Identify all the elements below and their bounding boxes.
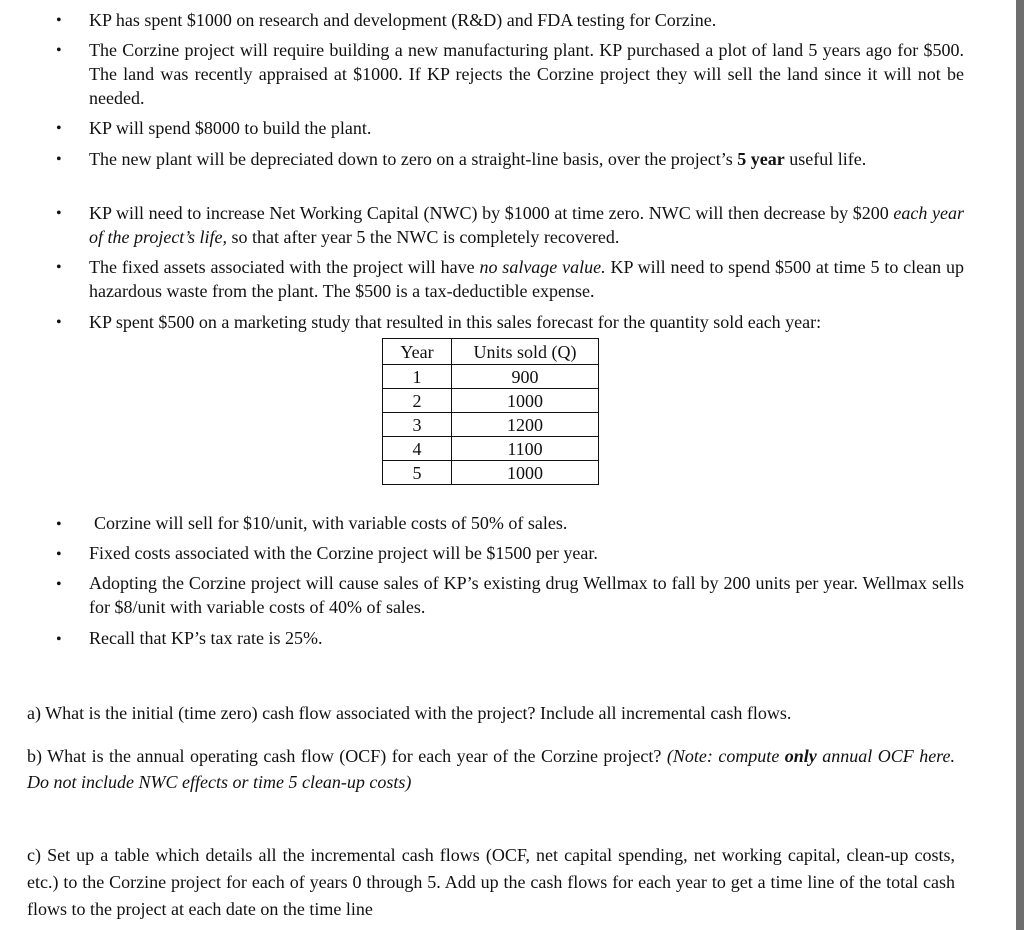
bullet-depreciation (89, 147, 964, 171)
units-cell: 900 (452, 365, 599, 389)
depreciation-bold: 5 year (737, 149, 785, 169)
bullet-plant-cost: KP will spend $8000 to build the plant. (89, 118, 372, 138)
question-a: a) What is the initial (time zero) cash flow associated with the project? Include all incremental cash flows. (27, 703, 792, 723)
header-units-sold: Units sold (Q) (452, 339, 599, 365)
table-row (383, 365, 599, 389)
units-cell: 1000 (452, 461, 599, 485)
bullet-marker: • (56, 42, 62, 59)
year-cell: 1 (383, 365, 452, 389)
question-b-text: b) What is the annual operating cash flow (OCF) for each year of the Corzine project? (27, 746, 667, 766)
sales-forecast-table (382, 338, 599, 485)
salvage-text-1: The fixed assets associated with the project will have (89, 257, 480, 277)
bullet-marker: • (56, 120, 62, 137)
bullet-land-plot: The Corzine project will require building a new manufacturing plant. KP purchased a plot of land 5 years ago for $500. The land was recently appraised at $1000. If KP rejects the Corzine project they will sell the land since it will not be needed. (89, 40, 964, 108)
bullet-marker: • (56, 259, 62, 276)
bullet-price: Corzine will sell for $10/unit, with variable costs of 50% of sales. (94, 513, 568, 533)
bullet-marker: • (56, 576, 62, 593)
nwc-italic: each year of the project’s life, (89, 203, 964, 247)
salvage-text-2: KP will need to spend $500 at time 5 to clean up hazardous waste from the plant. The $500 is a tax-deductible expense. (89, 257, 964, 301)
nwc-text-2: so that after year 5 the NWC is completely recovered. (226, 227, 620, 247)
bullet-marker: • (56, 516, 62, 533)
header-year: Year (383, 339, 452, 365)
table-header-row (383, 339, 599, 365)
bullet-marker: • (56, 12, 62, 29)
scrollbar-track[interactable] (1016, 0, 1024, 930)
year-cell: 4 (383, 437, 452, 461)
bullet-rd-spending: KP has spent $1000 on research and development (R&D) and FDA testing for Corzine. (89, 10, 717, 30)
table-row (383, 437, 599, 461)
units-cell: 1200 (452, 413, 599, 437)
bullet-salvage (89, 255, 964, 303)
table-row (383, 413, 599, 437)
bullet-marker: • (56, 631, 62, 648)
question-b-only: only (784, 746, 817, 766)
nwc-text-1: KP will need to increase Net Working Capital (NWC) by $1000 at time zero. NWC will then decrease by $200 (89, 203, 894, 223)
bullet-wellmax: Adopting the Corzine project will cause sales of KP’s existing drug Wellmax to fall by 200 units per year. Wellmax sells for $8/unit with variable costs of 40% of sales. (89, 573, 964, 617)
units-cell: 1000 (452, 389, 599, 413)
year-cell: 3 (383, 413, 452, 437)
bullet-nwc (89, 201, 964, 249)
units-cell: 1100 (452, 437, 599, 461)
year-cell: 2 (383, 389, 452, 413)
table-row (383, 389, 599, 413)
depreciation-text-2: useful life. (784, 149, 867, 169)
question-c: c) Set up a table which details all the incremental cash flows (OCF, net capital spending, net working capital, clean-up costs, etc.) to the Corzine project for each of years 0 through 5. Add up the cash flows for each year to get a time line of the total cash flows to the project at each date on the time line (27, 845, 955, 919)
year-cell: 5 (383, 461, 452, 485)
bullet-marketing-study: KP spent $500 on a marketing study that resulted in this sales forecast for the quantity sold each year: (89, 312, 822, 332)
salvage-italic: no salvage value. (479, 257, 606, 277)
bullet-marker: • (56, 205, 62, 222)
question-b-note-2: annual OCF here. Do not include NWC effects or time 5 clean-up costs) (27, 746, 956, 792)
table-row (383, 461, 599, 485)
question-b (27, 743, 955, 795)
question-b-note-1: (Note: compute (666, 746, 785, 766)
bullet-fixed-costs: Fixed costs associated with the Corzine project will be $1500 per year. (89, 543, 598, 563)
bullet-marker: • (56, 314, 62, 331)
bullet-marker: • (56, 151, 62, 168)
bullet-tax-rate: Recall that KP’s tax rate is 25%. (89, 628, 323, 648)
depreciation-text-1: The new plant will be depreciated down to zero on a straight-line basis, over the project’s (89, 149, 738, 169)
bullet-marker: • (56, 546, 62, 563)
